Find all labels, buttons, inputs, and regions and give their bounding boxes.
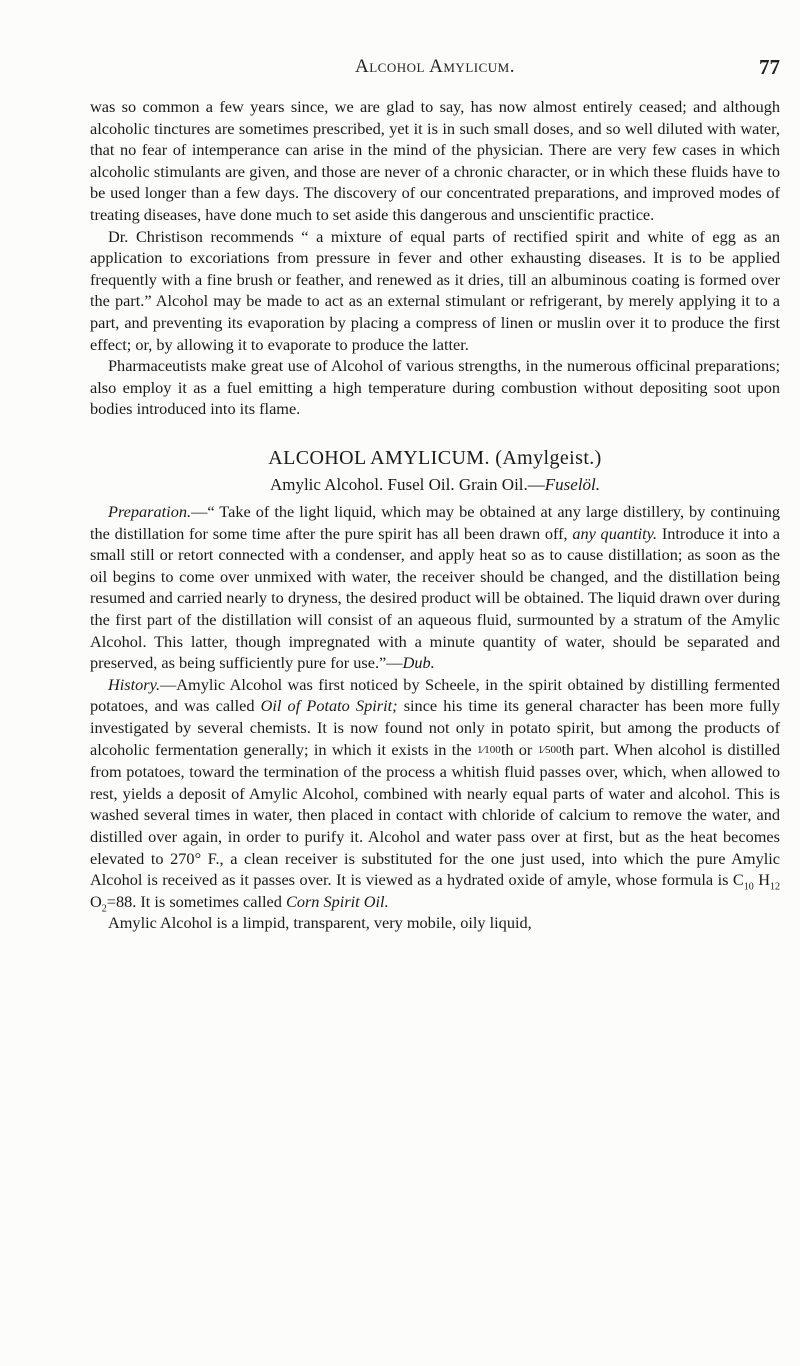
formula-hydrogen-subscript: 12 — [770, 881, 780, 893]
section-heading: ALCOHOL AMYLICUM. (Amylgeist.) — [268, 446, 602, 469]
preparation-label: Preparation. — [108, 502, 192, 522]
preparation-italic: any quantity. — [572, 523, 658, 543]
paragraph-closing: Amylic Alcohol is a limpid, transparent, very mobile, oily liquid, — [108, 913, 532, 933]
history-text-d: th part. When alcohol is distilled from potatoes, toward the termination of the process a whitish fluid passes over, which, when allowed to rest, yields a deposit of Amylic Alcohol, combined with nearly equal parts of water and alcohol. This is washed several times in water, then placed in contact with chloride of calcium to remove the water, and distilled over again, in order to purify it. Alcohol and water pass over at first, but as the heat becomes elevated to 270° F., a clean receiver is substituted for the one just used, into which the pure Amylic Alcohol is received as it passes over. It is viewed as a hydrated oxide of amyle, whose formula is C — [90, 739, 780, 890]
paragraph-preparation — [90, 501, 780, 674]
history-italic-corn: Corn Spirit Oil. — [285, 891, 389, 911]
running-head — [90, 56, 780, 86]
history-text-a: —Amylic Alcohol was first noticed by Scheele, in the spirit obtained by distilling fermented potatoes, and was called — [90, 674, 780, 716]
preparation-text-a: —“ Take of the light liquid, which may be obtained at any large distillery, by continuing the distillation for some time after the pure spirit has all been drawn off, — [90, 502, 780, 543]
paragraph-history — [90, 674, 780, 913]
paragraph-christison: Dr. Christison recommends “ a mixture of equal parts of rectified spirit and white of egg as an application to excoriations from pressure in fever and other exhausting diseases. It is to be applied frequently with a fine brush or feather, and renewed as it dries, till an albuminous coating is formed over the part.” Alcohol may be made to act as an external stimulant or refrigerant, by merely applying it to a part, and preventing its evaporation by placing a compress of linen or muslin over it to produce the first effect; or, by allowing it to evaporate to produce the latter. — [90, 226, 780, 354]
synonyms-text: Amylic Alcohol. Fusel Oil. Grain Oil.— — [269, 474, 545, 494]
section-synonyms — [90, 474, 780, 496]
history-text-c: th or — [500, 739, 538, 759]
page-number: 77 — [759, 55, 780, 79]
history-italic-potato: Oil of Potato Spirit; — [260, 696, 398, 716]
formula-hydrogen: H — [753, 870, 770, 890]
formula-carbon-subscript: 10 — [743, 881, 754, 893]
paragraph-continuation: was so common a few years since, we are glad to say, has now almost entirely ceased; and although alcoholic tinctures are sometimes prescribed, yet it is in such small doses, and so well diluted with water, that no fear of intemperance can arise in the mind of the physician. There are very few cases in which alcoholic stimulants are given, and those are never of a chronic character, or in which these fluids have to be used longer than a few days. The discovery of our concentrated preparations, and improved modes of treating diseases, have done much to set aside this dangerous and unscientific practice. — [90, 97, 780, 224]
preparation-source: Dub. — [402, 653, 435, 673]
formula-oxygen: O — [90, 891, 102, 911]
history-text-b: since his time its general character has been more fully investigated by several chemists. It is now found not only in potato spirit, but among the products of alcoholic fermentation generally; in which it exists in the — [90, 696, 780, 759]
fraction-hundredth: 1⁄100 — [476, 743, 501, 756]
running-title: Alcohol Amylicum. — [355, 56, 515, 77]
paragraph-pharmaceutists: Pharmaceutists make great use of Alcohol of various strengths, in the numerous officinal preparations; also employ it as a fuel emitting a high temperature during combustion without depositing soot upon bodies introduced into its flame. — [90, 356, 780, 419]
history-text-e: =88. It is sometimes called — [106, 891, 286, 911]
synonyms-italic: Fuselöl. — [544, 474, 601, 494]
history-label: History. — [108, 674, 161, 694]
fraction-five-hundredth: 1⁄500 — [537, 743, 562, 756]
formula-oxygen-subscript: 2 — [101, 903, 107, 915]
preparation-text-b: Introduce it into a small still or retort connected with a condenser, and apply heat so as to cause distillation; as soon as the oil begins to come over unmixed with water, the receiver should be changed, and the distillation being resumed and carried nearly to dryness, the desired product will be obtained. The liquid drawn over during the first part of the distillation will consist of an aqueous fluid, surmounted by a stratum of the Amylic Alcohol. This latter, though impregnated with a minute quantity of water, should be separated and preserved, as being sufficiently pure for use.”— — [90, 523, 780, 673]
body-text — [90, 96, 780, 934]
